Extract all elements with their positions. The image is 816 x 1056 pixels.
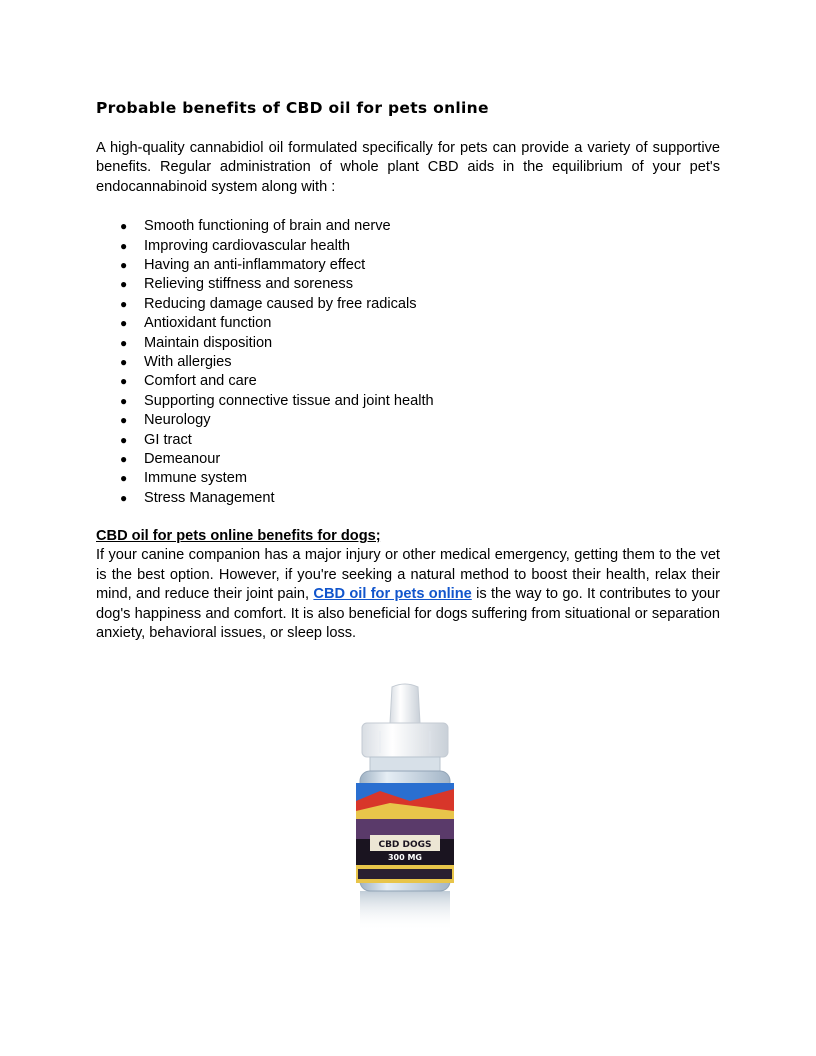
list-item-text: Maintain disposition [144,334,273,351]
bottle-cap [362,723,448,757]
document-content [96,97,720,644]
bullet-icon: ● [120,413,128,428]
list-item-text: Supporting connective tissue and joint health [144,392,434,409]
list-item-text: Stress Management [144,489,275,506]
list-item [96,392,720,411]
list-item-text: Comfort and care [144,373,257,390]
bullet-icon: ● [120,451,128,466]
intro-paragraph: A high-quality cannabidiol oil formulated specifically for pets can provide a variety of supportive benefits. Regular administration of whole plant CBD aids in the equilibrium of your pet's endocannabinoid system along with : [96,140,720,195]
list-item [96,372,720,391]
label-brand: CBD DOGS [378,840,432,850]
bullet-icon: ● [120,471,128,486]
dogs-section-heading: CBD oil for pets online benefits for dogs; [96,528,381,545]
bullet-icon: ● [120,258,128,272]
bullet-icon: ● [120,490,128,505]
list-item [96,314,720,333]
bullet-icon: ● [120,316,128,331]
bullet-icon: ● [120,238,128,253]
list-item-text: Reducing damage caused by free radicals [144,295,417,312]
list-item [96,450,720,469]
label-strength: 300 MG [387,853,423,862]
dogs-section-paragraph [96,546,720,643]
bullet-icon: ● [120,219,128,234]
list-item [96,295,720,314]
bullet-icon: ● [120,432,128,447]
bullet-icon: ● [120,354,128,369]
dogs-text-after-link: is the way to go. It contributes to your dog's happiness and comfort. It is also beneficial for dogs suffering from situational or separation anxiety, behavioral issues, or sleep loss. [96,586,720,642]
bullet-icon: ● [120,374,128,389]
bullet-icon: ● [120,296,128,311]
list-item-text: With allergies [144,353,232,370]
list-item-text: Having an anti-inflammatory effect [144,257,366,273]
list-item [96,217,720,236]
dropper-bulb [390,684,420,723]
list-item-text: Immune system [144,470,247,487]
list-item [96,237,720,256]
list-item [96,411,720,430]
list-item-text: Antioxidant function [144,315,272,332]
list-item-text: Improving cardiovascular health [144,237,351,254]
dogs-text-before-link: If your canine companion has a major injury or other medical emergency, getting them to the vet is the best option. However, if you're seeking a natural method to boost their health, relax their mind, and reduce their joint pain, [96,547,720,603]
list-item [96,431,720,450]
list-item-text: Demeanour [144,450,221,467]
list-item [96,353,720,372]
list-item-text: Smooth functioning of brain and nerve [144,218,391,235]
list-item [96,275,720,294]
list-item [96,256,720,275]
list-item-text: Neurology [144,412,211,429]
bullet-icon: ● [120,393,128,408]
bullet-icon: ● [120,335,128,350]
product-bottle-image [340,683,470,933]
cbd-oil-link[interactable]: CBD oil for pets online [313,586,472,603]
list-item-text: Relieving stiffness and soreness [144,276,354,293]
list-item-text: GI tract [144,431,192,448]
list-item [96,334,720,353]
bullet-icon: ● [120,277,128,292]
list-item [96,469,720,488]
page-title: Probable benefits of CBD oil for pets online [96,99,489,117]
list-item [96,489,720,508]
benefits-list [96,217,720,508]
